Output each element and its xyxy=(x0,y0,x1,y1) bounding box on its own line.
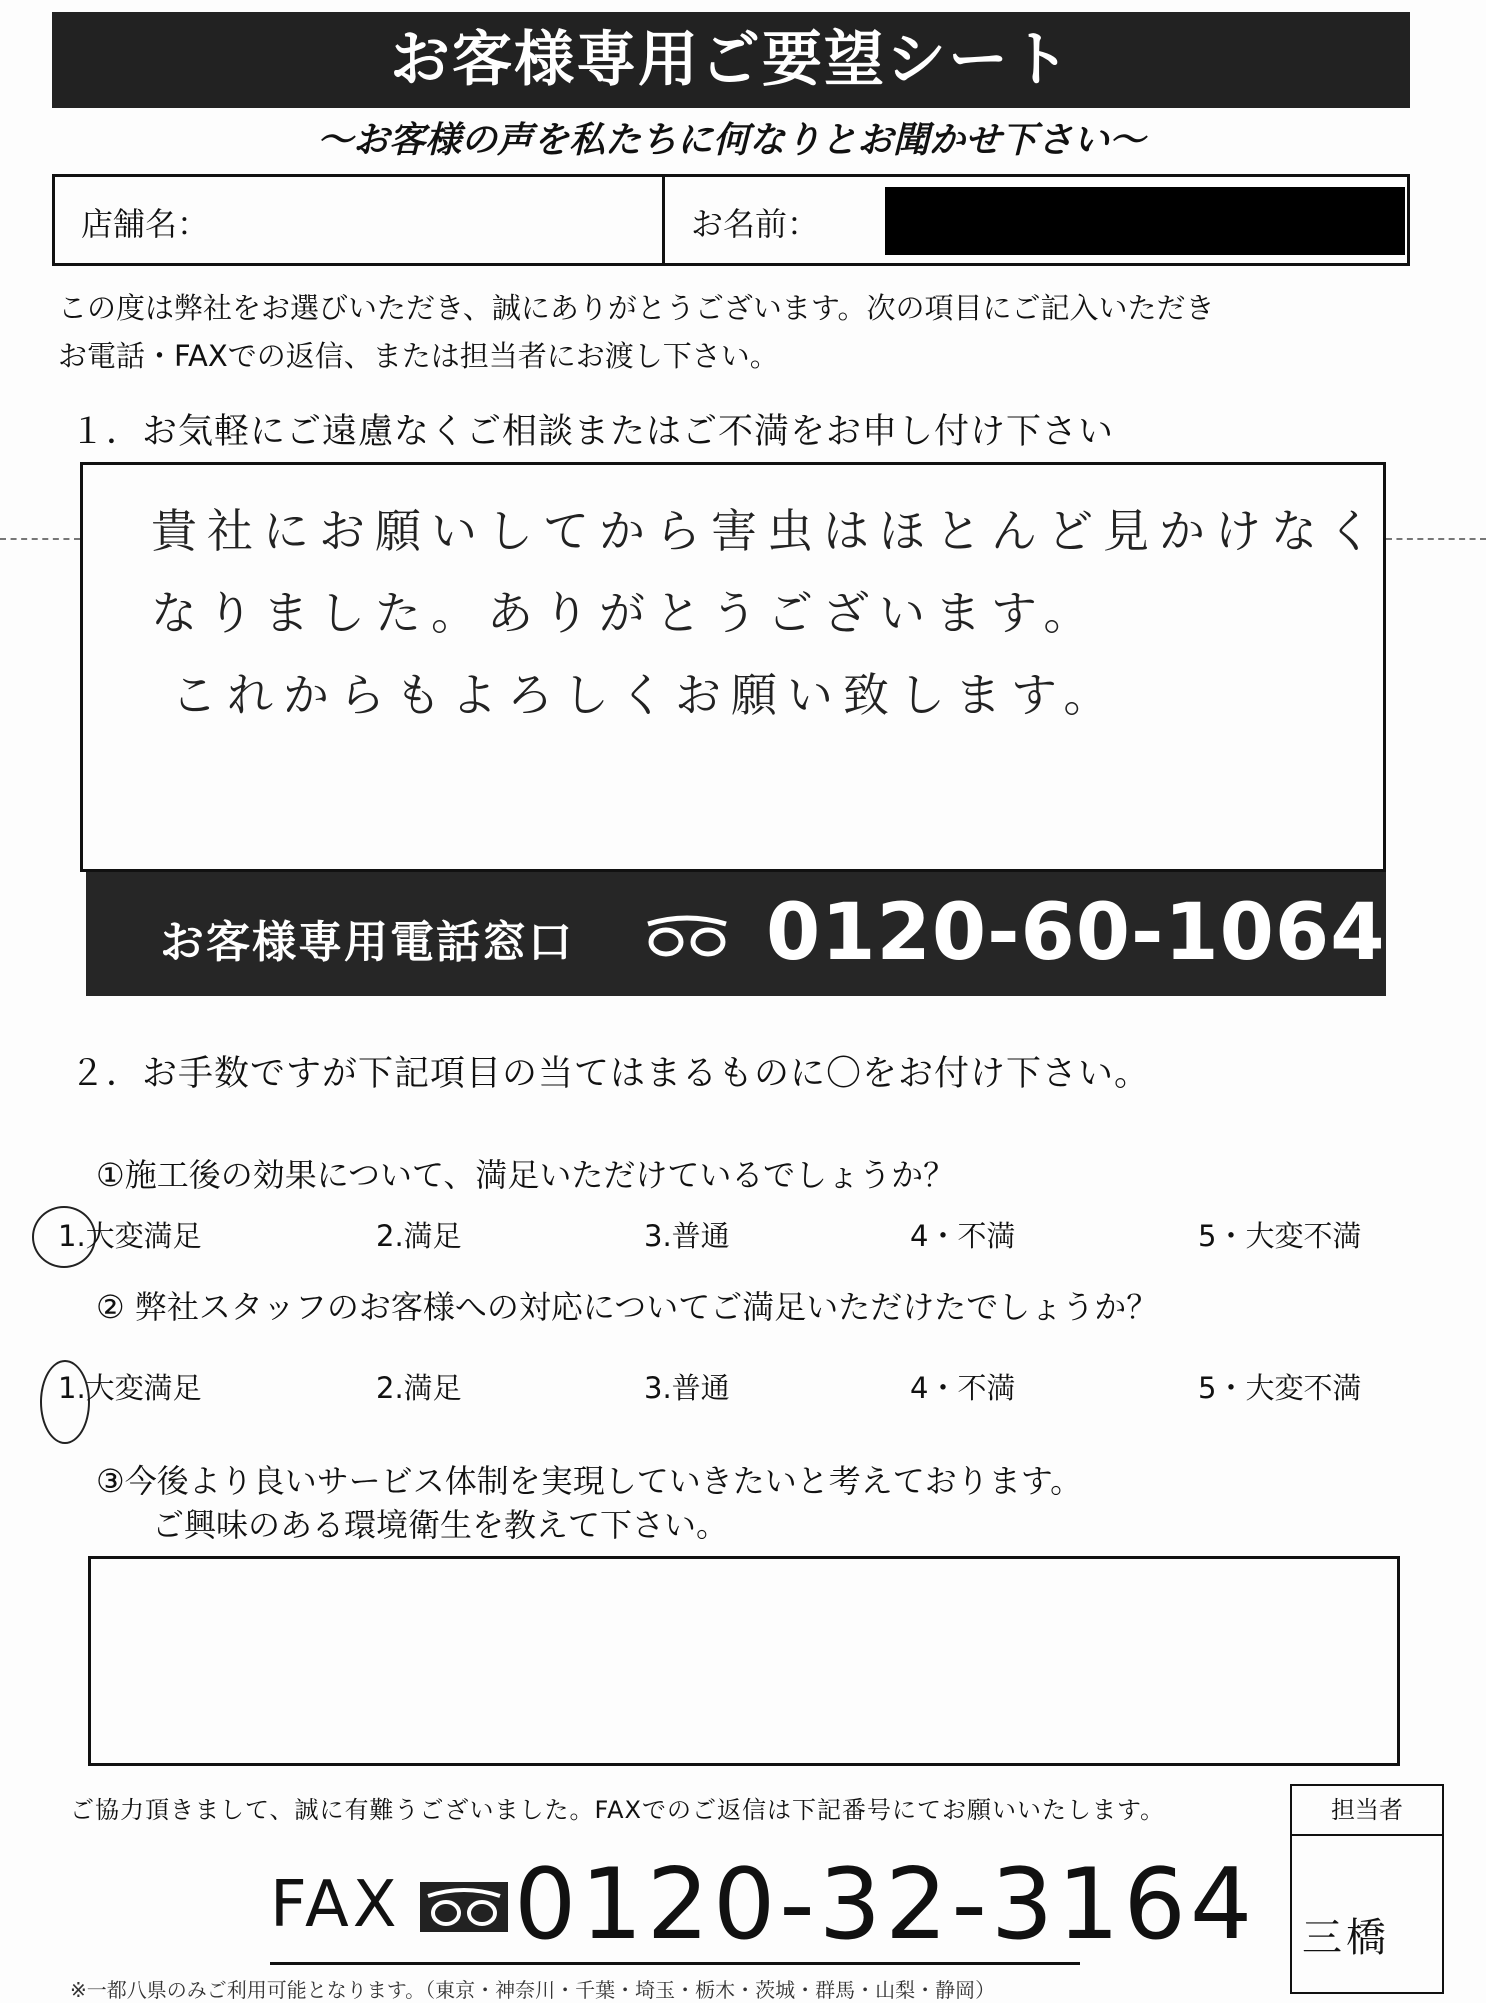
intro-line-2: お電話・FAXでの返信、または担当者にお渡し下さい。 xyxy=(58,339,779,373)
intro-line-1: この度は弊社をお選びいただき、誠にありがとうございます。次の項目にご記入いただき xyxy=(58,291,1215,325)
phone-label: お客様専用電話窓口 xyxy=(160,917,574,968)
comment-box[interactable] xyxy=(80,462,1386,872)
question-1: ①施工後の効果について、満足いただけているでしょうか？ xyxy=(96,1156,956,1194)
q1-option-2[interactable]: 2.満足 xyxy=(376,1219,462,1253)
staff-label: 担当者 xyxy=(1292,1786,1442,1836)
question-3: ③今後より良いサービス体制を実現していきたいと考えております。 xyxy=(96,1462,1083,1500)
q1-option-5[interactable]: 5・大変不満 xyxy=(1198,1219,1362,1253)
q2-option-5[interactable]: 5・大変不満 xyxy=(1198,1371,1362,1405)
phone-number[interactable]: 0120-60-1064 xyxy=(766,888,1386,978)
fax-number[interactable]: 0120-32-3164 xyxy=(514,1848,1257,1962)
question-2: ② 弊社スタッフのお客様への対応についてご満足いただけたでしょうか？ xyxy=(96,1288,1159,1326)
name-label: お名前： xyxy=(691,205,820,243)
section1-heading: １．お気軽にご遠慮なくご相談またはご不満をお申し付け下さい xyxy=(70,412,1115,452)
handwritten-line-2: なりました。ありがとうございます。 xyxy=(151,586,1100,640)
fax-underline xyxy=(270,1962,1080,1965)
store-field[interactable] xyxy=(55,177,665,263)
handwritten-line-3: これからもよろしくお願い致します。 xyxy=(171,668,1120,722)
freedial-icon xyxy=(642,912,732,960)
staff-signature: 三橋 xyxy=(1302,1915,1390,1961)
q2-option-2[interactable]: 2.満足 xyxy=(376,1371,462,1405)
page-subtitle: 〜お客様の声を私たちに何なりとお聞かせ下さい〜 xyxy=(316,120,1145,161)
question-3-detail: ご興味のある環境衛生を教えて下さい。 xyxy=(152,1506,729,1544)
freedial-icon xyxy=(420,1882,508,1932)
customer-info-row xyxy=(52,174,1410,266)
q2-option-3[interactable]: 3.普通 xyxy=(644,1371,730,1405)
question-2-options xyxy=(0,1366,1486,1416)
service-area-note: ※一都八県のみご利用可能となります。（東京・神奈川・千葉・埼玉・栃木・茨城・群馬・山梨・静岡） xyxy=(70,1978,996,2002)
q1-option-4[interactable]: 4・不満 xyxy=(910,1219,1016,1253)
fold-line xyxy=(0,538,80,540)
section2-heading: ２．お手数ですが下記項目の当てはまるものに〇をお付け下さい。 xyxy=(70,1054,1151,1094)
fold-line xyxy=(1386,538,1486,540)
store-label: 店舗名： xyxy=(81,205,210,243)
q1-option-3[interactable]: 3.普通 xyxy=(644,1219,730,1253)
thanks-text: ご協力頂きまして、誠に有難うございました。FAXでのご返信は下記番号にてお願いいたします。 xyxy=(70,1796,1166,1824)
q2-option-1[interactable]: 1.大変満足 xyxy=(58,1371,202,1405)
name-field[interactable] xyxy=(665,177,1407,263)
phone-banner xyxy=(86,872,1386,996)
q1-option-1[interactable]: 1.大変満足 xyxy=(58,1219,202,1253)
question-1-options xyxy=(0,1214,1486,1264)
staff-box xyxy=(1290,1784,1444,1994)
redacted-name xyxy=(885,187,1405,255)
environment-interest-box[interactable] xyxy=(88,1556,1400,1766)
q2-option-4[interactable]: 4・不満 xyxy=(910,1371,1016,1405)
page-title: お客様専用ご要望シート xyxy=(52,12,1410,108)
handwritten-line-1: 貴社にお願いしてから害虫はほとんど見かけなく xyxy=(151,504,1383,558)
fax-label: FAX xyxy=(270,1868,401,1942)
